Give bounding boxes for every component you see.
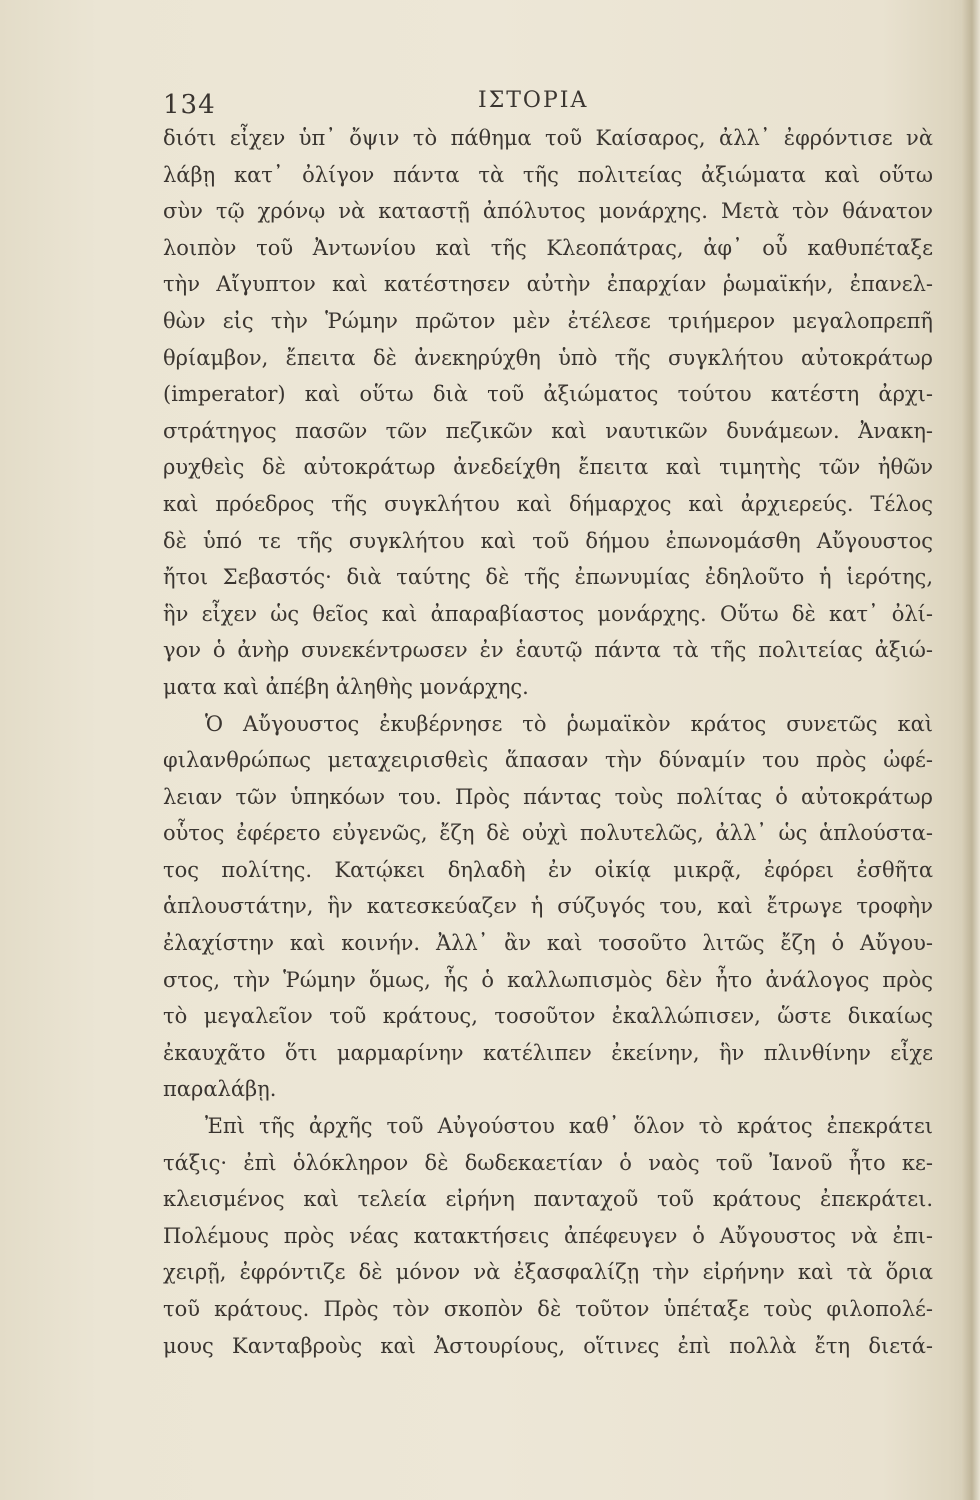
running-head: ΙΣΤΟΡΙΑ (478, 88, 589, 113)
text-line: καὶ πρόεδρος τῆς συγκλήτου καὶ δήμαρχος καὶ ἀρχιερεύς. Τέλος (163, 491, 933, 516)
text-line: παραλάβῃ. (163, 1077, 277, 1102)
text-line: τὸ μεγαλεῖον τοῦ κράτους, τοσοῦτον ἐκαλλώπισεν, ὥστε δικαίως (163, 1004, 933, 1029)
body-text (163, 120, 933, 1364)
text-line: θρίαμβον, ἔπειτα δὲ ἀνεκηρύχθη ὑπὸ τῆς συγκλήτου αὐτοκράτωρ (163, 345, 933, 370)
text-line: ἣν εἶχεν ὡς θεῖος καὶ ἀπαραβίαστος μονάρχης. Οὕτω δὲ κατ᾽ ὀλί- (163, 601, 933, 626)
text-line: ἐλαχίστην καὶ κοινήν. Ἀλλ᾽ ἂν καὶ τοσοῦτο λιτῶς ἔζη ὁ Αὔγου- (163, 931, 933, 956)
text-line: Ἐπὶ τῆς ἀρχῆς τοῦ Αὐγούστου καθ᾽ ὅλον τὸ κράτος ἐπεκράτει (205, 1114, 933, 1139)
text-line: ἤτοι Σεβαστός· διὰ ταύτης δὲ τῆς ἐπωνυμίας ἐδηλοῦτο ἡ ἱερότης, (163, 565, 933, 590)
page-number: 134 (163, 90, 216, 120)
text-line: τὴν Αἴγυπτον καὶ κατέστησεν αὐτὴν ἐπαρχίαν ῥωμαϊκήν, ἐπανελ- (163, 272, 933, 297)
text-line: ματα καὶ ἀπέβη ἀληθὴς μονάρχης. (163, 674, 529, 699)
text-line: θὼν εἰς τὴν Ῥώμην πρῶτον μὲν ἐτέλεσε τριήμερον μεγαλοπρεπῆ (163, 308, 933, 333)
text-line: σὺν τῷ χρόνῳ νὰ καταστῇ ἀπόλυτος μονάρχης. Μετὰ τὸν θάνατον (163, 199, 933, 224)
text-line: (imperator) καὶ οὕτω διὰ τοῦ ἀξιώματος τούτου κατέστη ἀρχι- (163, 382, 933, 407)
text-line: χειρῇ, ἐφρόντιζε δὲ μόνον νὰ ἐξασφαλίζῃ τὴν εἰρήνην καὶ τὰ ὅρια (163, 1260, 933, 1285)
text-line: Πολέμους πρὸς νέας κατακτήσεις ἀπέφευγεν ὁ Αὔγουστος νὰ ἐπι- (163, 1223, 933, 1248)
text-line: ἐκαυχᾶτο ὅτι μαρμαρίνην κατέλιπεν ἐκείνην, ἣν πλινθίνην εἶχε (163, 1040, 933, 1065)
text-line: γον ὁ ἀνὴρ συνεκέντρωσεν ἐν ἑαυτῷ πάντα τὰ τῆς πολιτείας ἀξιώ- (163, 638, 933, 663)
text-line: ἁπλουστάτην, ἣν κατεσκεύαζεν ἡ σύζυγός του, καὶ ἔτρωγε τροφὴν (163, 894, 933, 919)
text-line: στράτηγος πασῶν τῶν πεζικῶν καὶ ναυτικῶν δυνάμεων. Ἀνακη- (163, 418, 933, 443)
text-line: τάξις· ἐπὶ ὁλόκληρον δὲ δωδεκαετίαν ὁ ναὸς τοῦ Ἰανοῦ ἦτο κε- (163, 1150, 933, 1175)
text-line: λειαν τῶν ὑπηκόων του. Πρὸς πάντας τοὺς πολίτας ὁ αὐτοκράτωρ (163, 784, 933, 809)
text-line: λοιπὸν τοῦ Ἀντωνίου καὶ τῆς Κλεοπάτρας, ἀφ᾽ οὗ καθυπέταξε (163, 235, 933, 260)
text-line: φιλανθρώπως μεταχειρισθεὶς ἅπασαν τὴν δύναμίν του πρὸς ὠφέ- (163, 748, 933, 773)
text-line: τοῦ κράτους. Πρὸς τὸν σκοπὸν δὲ τοῦτον ὑπέταξε τοὺς φιλοπολέ- (163, 1297, 933, 1321)
text-line: δὲ ὑπό τε τῆς συγκλήτου καὶ τοῦ δήμου ἐπωνομάσθη Αὔγουστος (163, 528, 933, 553)
text-line: στος, τὴν Ῥώμην ὅμως, ἧς ὁ καλλωπισμὸς δὲν ἦτο ἀνάλογος πρὸς (163, 967, 933, 992)
text-line: διότι εἶχεν ὑπ᾽ ὄψιν τὸ πάθημα τοῦ Καίσαρος, ἀλλ᾽ ἐφρόντισε νὰ (163, 126, 933, 150)
page-edge (962, 0, 980, 1500)
text-line: κλεισμένος καὶ τελεία εἰρήνη πανταχοῦ τοῦ κράτους ἐπεκράτει. (163, 1187, 933, 1212)
text-line: τος πολίτης. Κατῴκει δηλαδὴ ἐν οἰκίᾳ μικρᾷ, ἐφόρει ἐσθῆτα (163, 857, 933, 882)
text-line: λάβῃ κατ᾽ ὀλίγον πάντα τὰ τῆς πολιτείας ἀξιώματα καὶ οὕτω (163, 162, 933, 187)
text-line: οὗτος ἐφέρετο εὐγενῶς, ἔζη δὲ οὐχὶ πολυτελῶς, ἀλλ᾽ ὡς ἁπλούστα- (163, 821, 933, 846)
text-line: μους Κανταβροὺς καὶ Ἀστουρίους, οἵτινες ἐπὶ πολλὰ ἔτη διετά- (163, 1333, 933, 1358)
text-line: ρυχθεὶς δὲ αὐτοκράτωρ ἀνεδείχθη ἔπειτα καὶ τιμητὴς τῶν ἠθῶν (163, 455, 933, 480)
text-line: Ὁ Αὔγουστος ἐκυβέρνησε τὸ ῥωμαϊκὸν κράτος συνετῶς καὶ (205, 711, 933, 736)
